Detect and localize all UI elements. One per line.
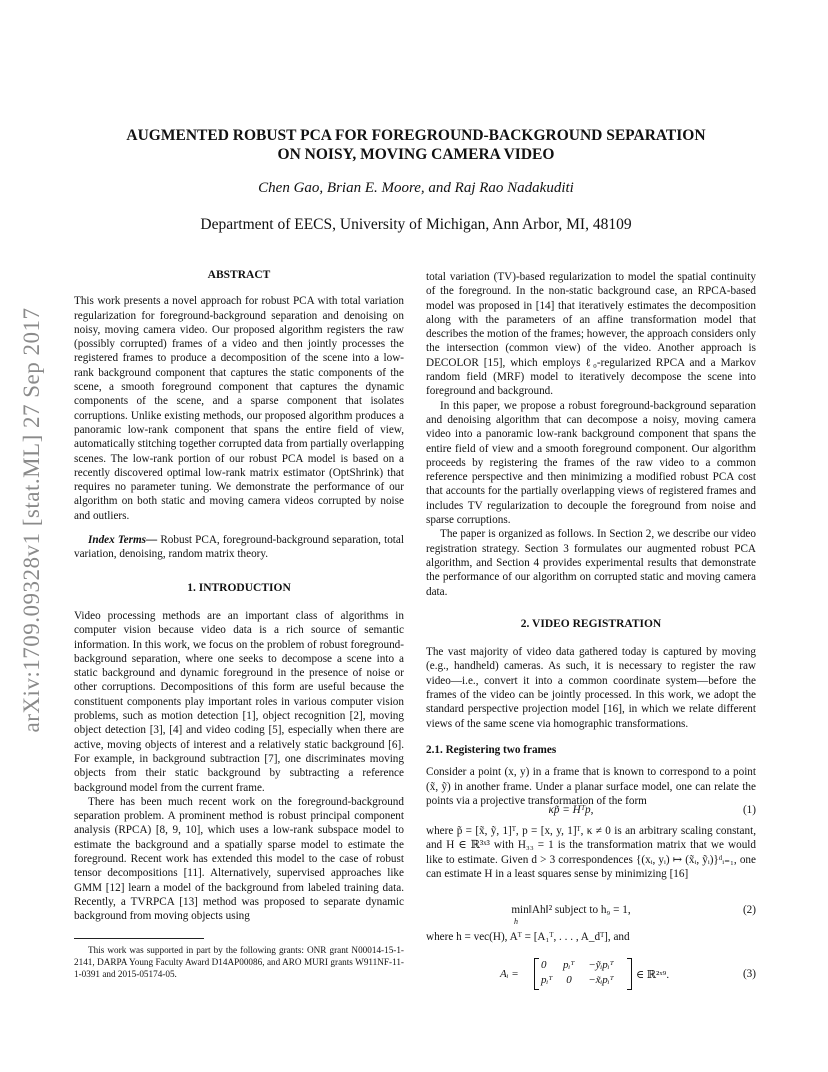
footnote-text: This work was supported in part by the following grants: ONR grant N00014-15-1-2141, DARPA Young Faculty Award D14AP00086, and ARO MURI grants W911NF-11-1-0391 and 2015-05174-05. [74,945,404,979]
equation-3-row-1: 0 pᵢᵀ −ỹᵢpᵢᵀ [541,959,614,971]
equation-1-number: (1) [742,804,756,816]
right-paragraph-1: total variation (TV)-based regularization to model the spatial continuity of the foreground. In the non-static background case, an RPCA-based model was proposed in [14] that iteratively estimates the decomposition along with the parameters of an affine transformation model that describes the motion of the frames; however, the approach considers only the intersection (common view) of the video. Another approach is DECOLOR [15], which employs ℓ₀-regularized RPCA and a Markov random field (MRF) model to iteratively decompose the scene into foreground and background. [426,271,756,398]
footnote [74,944,404,980]
section-2-paragraph: The vast majority of video data gathered today is captured by moving (e.g., handheld) cameras. As such, it is necessary to register the raw video—i.e., convert it into a common coordinate system—before the frames of the video can be jointly processed. In this work, we adopt the standard perspective projection model [16], in which we relate different views of the same scene via homographic transformations. [426,646,756,730]
index-terms-label: Index Terms— [88,534,158,547]
equation-3-number: (3) [742,968,756,980]
right-column-eq-text [426,824,756,881]
section-2-heading: 2. VIDEO REGISTRATION [520,617,662,630]
equation-1 [426,802,756,818]
right-column-eq3-intro [426,930,756,944]
subsection-2-1-paragraph-3: where h = vec(H), Aᵀ = [A₁ᵀ, . . . , A_dᵀ], and [426,931,630,943]
authors: Chen Gao, Brian E. Moore, and Raj Rao Nadakuditi [258,180,574,196]
equation-3-rhs: ∈ ℝ²ˣ⁹. [636,969,670,981]
abstract-text: This work presents a novel approach for robust PCA with total variation regularization for foreground-background separation and denoising on noisy, moving camera video. Our proposed algorithm registers the raw (possibly corrupted) frames of a video and then jointly processes the registered frames to produce a decomposition of the scene into a low-rank background component that captures the static components of the scene, a smooth foreground component that captures the dynamic components of the scene, and a sparse component that isolates corruptions. Unlike existing methods, our proposed algorithm produces a panoramic low-rank component that spans the entire field of view, automatically stitching together corrupted data from partially overlapping scenes. The low-rank portion of our robust PCA model is based on a recently discovered optimal low-rank matrix estimator (OptShrink) that requires no parameter tuning. We demonstrate the performance of our algorithm on both static and moving camera videos corrupted by noise and outliers. [74,295,404,522]
equation-3-row-2: pᵢᵀ 0 −x̃ᵢpᵢᵀ [541,974,614,986]
subsection-2-1-paragraph-2: where p̃ = [x̃, ỹ, 1]ᵀ, p = [x, y, 1]ᵀ, κ ≠ 0 is an arbitrary scaling constant, and H ∈ ℝ³ˣ³ with H₃₃ = 1 is the transformation matrix that we would like to estimate. Given d > 3 correspondences {(xᵢ, yᵢ) ↦ (x̃ᵢ, ỹᵢ)}ᵈᵢ₌₁, one can estimate H in a least squares sense by minimizing [16] [426,825,756,880]
arxiv-id-text: arXiv:1709.09328v1 [stat.ML] 27 Sep 2017 [19,307,44,733]
intro-paragraph-1: Video processing methods are an important class of algorithms in computer vision because video data is a rich source of semantic information. In this work, we focus on the problem of robust foreground-background separation, where one seeks to decompose a scene into a static background and dynamic foreground in the presence of noise or other corruptions. Decompositions of this form are useful because the constituent components play important roles in various computer vision problems, such as motion detection [1], object recognition [2], moving object detection [3], [4] and video coding [5], especially when there are active, moving objects of interest and a relatively static background [6]. For example, in background subtraction [7], one discriminates moving objects from their static background by subtracting a reference background model from the current frame. [74,609,404,794]
subsection-2-1-heading: 2.1. Registering two frames [426,743,557,756]
right-paragraph-3: The paper is organized as follows. In Section 2, we describe our video registration strategy. Section 3 formulates our augmented robust PCA algorithm, and Section 4 provides experimental results that demonstrate the performance of our algorithm on corrupted static and moving camera data. [426,528,756,598]
equation-1-body: κp̃ = Hᵀp, [548,804,594,816]
equation-2 [426,902,756,918]
affiliation: Department of EECS, University of Michigan, Ann Arbor, MI, 48109 [200,216,632,233]
left-column [74,268,404,923]
index-terms-text: Robust PCA, foreground-background separation, total variation, denoising, random matrix theory. [74,534,404,561]
footnote-rule [74,938,204,939]
equation-3 [500,958,720,994]
abstract-heading: ABSTRACT [207,269,271,281]
equation-3-lhs: Aᵢ = [500,968,519,980]
equation-2-number: (2) [742,904,756,916]
index-terms [74,533,404,562]
intro-heading: 1. INTRODUCTION [187,581,291,594]
right-paragraph-2: In this paper, we propose a robust foreground-background separation and denoising algorithm that can decompose a noisy, moving camera video into a panoramic low-rank background component that spans the entire field of view and a smooth foreground component. Our algorithm proceeds by registering the frames of the raw video to a common reference perspective and then minimizing a modified robust PCA cost that accounts for the partially overlapping views of registered frames and includes TV regularization to decouple the foreground from noise and sparse corruptions. [426,399,756,527]
intro-paragraph-2: There has been much recent work on the foreground-background separation problem. A prominent method is robust principal component analysis (RPCA) [8, 9, 10], which uses a low-rank subspace model to estimate the background and a spatially sparse model to estimate the foreground. Recent work has extended this model to the case of robust tensor decompositions [11]. Alternatively, supervised approaches like GMM [12] learn a model of the background from labeled training data. Recently, a TVRPCA [13] method was proposed to separate dynamic background from moving objects using [74,795,404,923]
title-line-1: AUGMENTED ROBUST PCA FOR FOREGROUND-BACKGROUND SEPARATION [126,127,706,144]
equation-2-subscript: h [514,917,518,926]
paper-title [74,126,758,164]
title-line-2: ON NOISY, MOVING CAMERA VIDEO [277,146,555,163]
arxiv-sidebar-stamp [10,280,54,760]
subsection-2-1-paragraph-1: Consider a point (x, y) in a frame that is known to correspond to a point (x̃, ỹ) in another frame. Under a planar surface model, one can relate the points via a projective transformation of the form [426,766,756,807]
equation-3-matrix [534,958,632,990]
right-column-top [426,270,756,808]
equation-2-body: min‖Ah‖² subject to h₉ = 1, [511,904,631,916]
